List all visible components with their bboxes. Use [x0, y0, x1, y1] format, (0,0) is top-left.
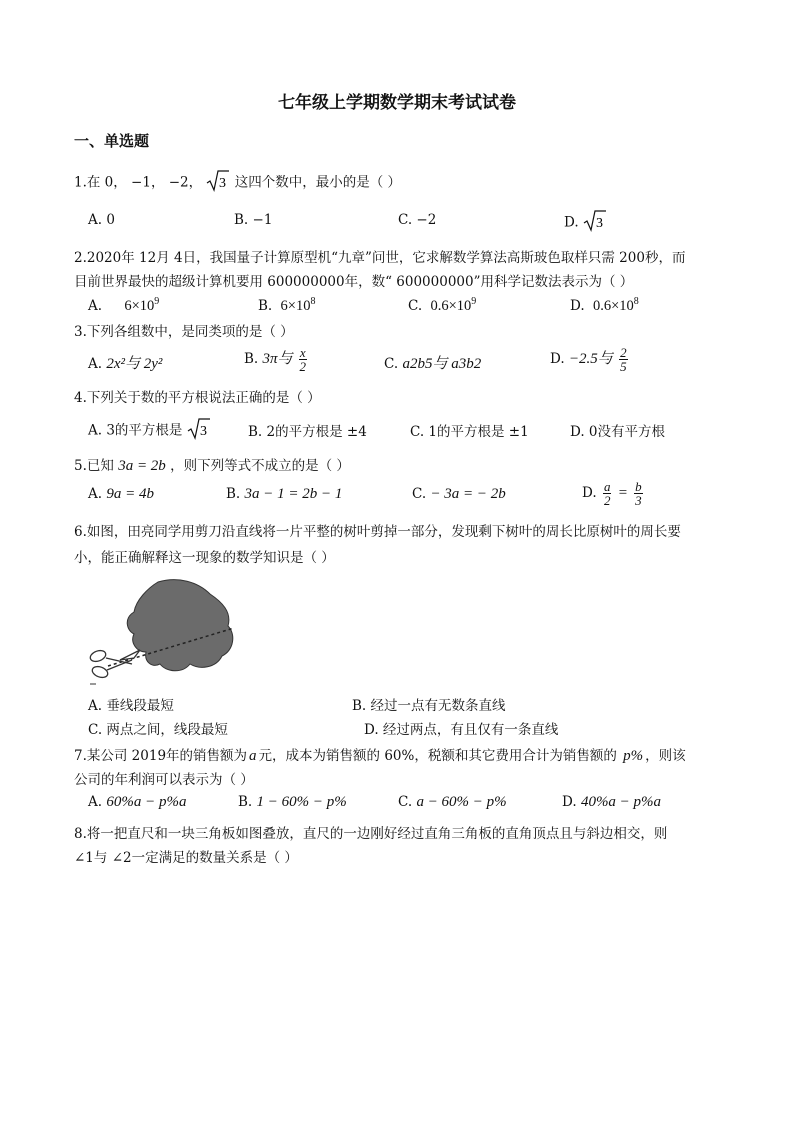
fraction-numerator: x	[299, 345, 306, 360]
leaf-shape	[127, 580, 233, 671]
q1-option-a[interactable]: A. 0	[88, 212, 115, 228]
q5-option-c-value: − 3a = − 2b	[430, 486, 506, 502]
page-title: 七年级上学期数学期末考试试卷	[278, 93, 516, 113]
q2-option-d[interactable]	[570, 296, 639, 315]
q2-option-c[interactable]	[408, 296, 476, 315]
q5-option-d-label: D.	[582, 485, 597, 501]
q4-option-d[interactable]: D. 0没有平方根	[570, 424, 666, 440]
q5-option-b-value: 3a − 1 = 2b − 1	[244, 486, 343, 502]
q5-option-a-label: A.	[88, 486, 103, 502]
q7-option-b[interactable]	[238, 794, 347, 811]
q2-line1: 2.2020年 12月 4日，我国量子计算原型机“九章”问世，它求解数学算法高斯玻色取样只需 200秒，而	[74, 250, 686, 266]
q6-line1: 6.如图，田亮同学用剪刀沿直线将一片平整的树叶剪掉一部分，发现剩下树叶的周长比原树叶的周长要	[74, 524, 681, 540]
svg-text:3: 3	[199, 424, 207, 439]
q7-var-p: p%	[623, 748, 644, 764]
q3-option-d-label: D.	[550, 351, 565, 367]
q2-line2: 目前世界最快的超级计算机要用 600000000年，数“ 600000000”用科学记数法表示为（ ）	[74, 274, 634, 290]
q6-option-d[interactable]: D. 经过两点，有且仅有一条直线	[364, 722, 559, 738]
q5-stem-tail: ，则下列等式不成立的是（ ）	[170, 458, 350, 474]
q7-option-c-label: C.	[398, 794, 413, 810]
q7-line1	[74, 744, 686, 765]
q2-option-b[interactable]	[258, 296, 315, 315]
q3-option-b-fraction	[299, 346, 307, 373]
q2-option-b-label: B.	[258, 297, 273, 314]
sqrt3-symbol	[583, 210, 607, 236]
q6-line2: 小，能正确解释这一现象的数学知识是（ ）	[74, 550, 335, 566]
q3-option-a[interactable]	[88, 352, 162, 373]
fraction-numerator: a	[603, 479, 611, 494]
q4-option-a-label: A. 3的平方根是	[88, 422, 183, 439]
q7-option-d-value: 40%a − p%a	[580, 794, 662, 810]
q2-option-d-label: D.	[570, 297, 585, 314]
q2-option-d-exp: 8	[633, 296, 639, 307]
q5-option-d[interactable]	[582, 480, 645, 507]
q6-option-b[interactable]: B. 经过一点有无数条直线	[352, 698, 506, 714]
q3-option-c-label: C.	[384, 356, 399, 372]
q7-line2: 公司的年利润可以表示为（ ）	[74, 772, 254, 788]
svg-text:3: 3	[595, 216, 603, 231]
q4-stem: 4.下列关于数的平方根说法正确的是（ ）	[74, 390, 321, 406]
q2-option-b-exp: 8	[310, 296, 316, 307]
fraction-denominator: 3	[635, 493, 642, 508]
q2-option-c-value: 0.6×10	[430, 297, 472, 314]
q5-stem-prefix: 5.已知	[74, 458, 114, 474]
q7-line1-b: 元，成本为销售额的 60%，税额和其它费用合计为销售额的	[258, 748, 617, 764]
q7-option-b-value: 1 − 60% − p%	[256, 794, 347, 810]
q3-option-d-fraction	[619, 346, 628, 373]
svg-text:3: 3	[219, 176, 227, 191]
q7-var-a: a	[249, 748, 257, 764]
q1-option-b[interactable]: B. −1	[234, 212, 273, 228]
fraction-numerator: b	[635, 479, 642, 494]
q5-option-d-equals: =	[617, 485, 628, 501]
q4-option-b[interactable]: B. 2的平方根是 ±4	[248, 424, 367, 440]
q6-option-a[interactable]: A. 垂线段最短	[88, 698, 174, 714]
q7-option-b-label: B.	[238, 794, 253, 810]
sqrt3-symbol	[206, 170, 230, 196]
q1-option-c[interactable]: C. −2	[398, 212, 437, 228]
q3-option-a-label: A.	[88, 356, 103, 372]
q1-stem-tail: 这四个数中，最小的是（ ）	[234, 174, 402, 191]
q7-option-a-value: 60%a − p%a	[106, 794, 187, 810]
q7-option-c[interactable]	[398, 794, 507, 811]
q2-option-a-exp: 9	[154, 296, 160, 307]
q2-option-c-exp: 9	[471, 296, 477, 307]
q5-option-c-label: C.	[412, 486, 427, 502]
q3-option-d-left: −2.5与	[568, 351, 613, 367]
q3-stem: 3.下列各组数中，是同类项的是（ ）	[74, 324, 294, 340]
q3-option-b[interactable]	[244, 346, 309, 373]
q1-stem: 1.在 0， −1， −2，	[74, 174, 203, 191]
q2-option-a-label: A.	[88, 297, 103, 314]
q5-option-d-fraction-1	[603, 480, 612, 507]
q7-option-d[interactable]	[562, 794, 661, 811]
q5-option-a[interactable]	[88, 486, 154, 503]
q8-line1: 8.将一把直尺和一块三角板如图叠放，直尺的一边刚好经过直角三角板的直角顶点且与斜边相交，则	[74, 826, 668, 842]
q3-option-d[interactable]	[550, 346, 630, 373]
q4-option-c[interactable]: C. 1的平方根是 ±1	[410, 424, 529, 440]
q3-option-b-left: 3π与	[262, 351, 293, 367]
q6-option-c[interactable]: C. 两点之间，线段最短	[88, 722, 228, 738]
q1-option-d-label: D.	[564, 214, 579, 231]
sqrt3-symbol	[187, 418, 211, 444]
question-5	[74, 454, 350, 475]
q3-option-c[interactable]	[384, 352, 481, 373]
q5-option-d-fraction-2	[634, 480, 643, 507]
q5-option-b[interactable]	[226, 486, 342, 503]
q7-option-d-label: D.	[562, 794, 577, 810]
q5-option-b-label: B.	[226, 486, 241, 502]
q7-option-a-label: A.	[88, 794, 103, 810]
q7-option-c-value: a − 60% − p%	[416, 794, 507, 810]
leaf-scissors-figure	[86, 572, 246, 694]
q2-option-a-value: 6×10	[124, 297, 155, 314]
q5-option-a-value: 9a = 4b	[106, 486, 154, 502]
fraction-numerator: 2	[620, 345, 627, 360]
fraction-denominator: 2	[299, 359, 306, 374]
q2-option-a[interactable]	[88, 296, 159, 315]
q7-line1-a: 7.某公司 2019年的销售额为	[74, 748, 248, 764]
q2-option-b-value: 6×10	[280, 297, 311, 314]
fraction-denominator: 2	[603, 493, 611, 508]
q2-option-d-value: 0.6×10	[592, 297, 634, 314]
q5-stem-math: 3a = 2b	[118, 458, 166, 474]
q8-line2: ∠1与 ∠2一定满足的数量关系是（ ）	[74, 850, 298, 866]
q5-option-c[interactable]	[412, 486, 506, 503]
question-1	[74, 170, 401, 196]
q4-option-a[interactable]	[88, 418, 211, 444]
section-heading: 一、单选题	[74, 132, 150, 150]
q3-option-c-value: a2b5与 a3b2	[402, 356, 482, 372]
fraction-denominator: 5	[620, 359, 627, 374]
q2-option-c-label: C.	[408, 297, 423, 314]
q7-option-a[interactable]	[88, 794, 186, 811]
q7-line1-c: ，则该	[645, 748, 686, 764]
q3-option-b-label: B.	[244, 351, 259, 367]
q3-option-a-value: 2x²与 2y²	[106, 356, 163, 372]
q1-option-d[interactable]	[564, 210, 607, 236]
